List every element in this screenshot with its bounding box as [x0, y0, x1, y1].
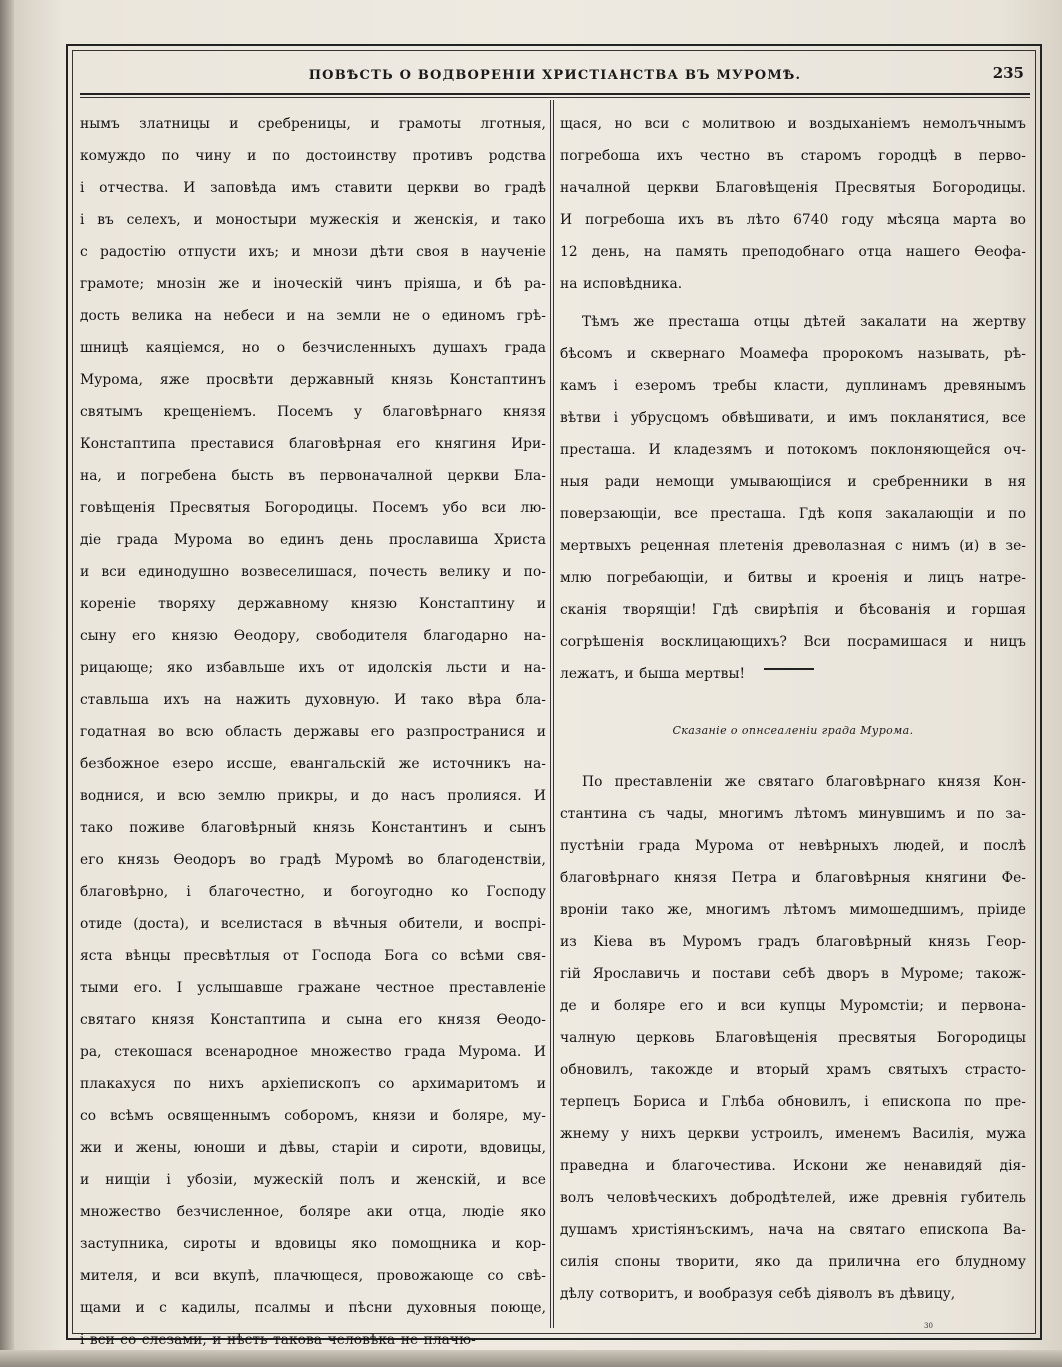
text-line: плакахуся по нихъ архіепископъ со архимаритомъ и	[80, 1076, 546, 1092]
text-line: сыну его князю Ѳеодору, свободителя благодарно на-	[80, 628, 546, 644]
text-line: комуждо по чину и по достоинству противъ родства	[80, 148, 546, 164]
column-divider-second	[553, 100, 554, 1328]
signature-mark: 30	[924, 1322, 933, 1330]
text-line: его князь Ѳеодоръ во градѣ Муромѣ во благоденствіи,	[80, 852, 546, 868]
text-line: терпецъ Бориса и Глѣба обновилъ, і епископа по пре-	[560, 1094, 1026, 1110]
text-line: душамъ христіянъскимъ, нача на святаго епископа Ва-	[560, 1222, 1026, 1238]
text-line: началной церкви Благовѣщенія Пресвятыя Богородицы.	[560, 180, 1026, 196]
text-line: обновилъ, такожде и вторый храмъ святыхъ страсто-	[560, 1062, 1026, 1078]
text-line: на исповѣдника.	[560, 276, 683, 292]
text-line: множество безчисленное, боляре аки отца, людіе яко	[80, 1204, 546, 1220]
text-line: 12 день, на память преподобнаго отца нашего Ѳеофа-	[560, 244, 1026, 260]
text-line: благовѣрно, і благочестно, и богоугодно ко Господу	[80, 884, 546, 900]
text-line: стантина съ чады, многимъ лѣтомъ минувшимъ и по за-	[560, 806, 1026, 822]
text-line: дость велика на небеси и на земли не о единомъ грѣ-	[80, 308, 546, 324]
running-header	[80, 60, 1030, 90]
text-line: мителя, и вси вкупѣ, плачющеся, провожающе со свѣ-	[80, 1268, 546, 1284]
text-line: лежатъ, и быша мертвы!	[560, 666, 746, 682]
text-line: де и боляре его и вси купцы Муромстіи; и первона-	[560, 998, 1026, 1014]
text-line: чалную церковь Благовѣщенія пресвятыя Богородицы	[560, 1030, 1026, 1046]
text-line: і въ селехъ, и моностыри мужескія и женскія, и тако	[80, 212, 546, 228]
text-line: тако поживе благовѣрный князь Константинъ и сынъ	[80, 820, 546, 836]
header-rule	[80, 93, 1030, 95]
text-line: щася, но вси с молитвою и воздыханіемъ немолъчнымъ	[560, 116, 1026, 132]
text-line: из Кіева въ Муромъ градъ благовѣрный князь Геор-	[560, 934, 1026, 950]
page-number: 235	[992, 64, 1024, 82]
text-line: безбожное езеро иссше, евангальскій же источникъ на-	[80, 756, 546, 772]
text-line: погребоша ихъ честно въ старомъ городцѣ в перво-	[560, 148, 1026, 164]
text-line: отиде (доста), и вселистася в вѣчныя обители, и воспрі-	[80, 916, 546, 932]
text-line: со всѣмъ освященнымъ соборомъ, князи и боляре, му-	[80, 1108, 546, 1124]
text-line: щами и с кадилы, псалмы и пѣсни духовныя поюще,	[80, 1300, 546, 1316]
text-line: и нищіи і убозіи, мужескій полъ и женскій, и все	[80, 1172, 546, 1188]
text-line: силія споны творити, яко да прилична его блудному	[560, 1254, 1026, 1270]
header-rule-thin	[80, 97, 1030, 98]
column-divider	[550, 100, 551, 1328]
text-line: яста вѣнцы пресвѣтлыя от Господа Бога со всѣми свя-	[80, 948, 546, 964]
right-paragraph-1	[560, 108, 1026, 300]
text-line: благовѣрнаго князя Петра и благовѣрныя княгини Фе-	[560, 870, 1026, 886]
text-line: говѣщенія Пресвятыя Богородицы. Посемъ убо вси лю-	[80, 500, 546, 516]
text-line: вѣтви і убрусцомъ обвѣшивати, и имъ покланятися, все	[560, 410, 1026, 426]
text-line: мертвыхъ реценная плетенія древолазная с нимъ (и) в зе-	[560, 538, 1026, 554]
text-line: сканія творящіи! Гдѣ свирѣпія и бѣсованія и горшая	[560, 602, 1026, 618]
section-separator	[764, 668, 814, 670]
text-line: діе града Мурома во единъ день прославиша Христа	[80, 532, 546, 548]
text-line: согрѣшенія восклицающихъ? Вси посрамишася и ницъ	[560, 634, 1026, 650]
text-line: і вси со слезами, и нѣсть такова человѣка не плачю-	[80, 1332, 476, 1348]
text-line: млю погребающіи, и битвы и кроенія и лицъ натре-	[560, 570, 1026, 586]
text-line: Тѣмъ же престаша отцы дѣтей закалати на жертву	[582, 314, 1026, 330]
text-line: волъ человѣческихъ добродѣтелей, иже древнія губитель	[560, 1190, 1026, 1206]
text-line: Констаптипа преставися благовѣрная его княгиня Ири-	[80, 436, 546, 452]
text-line: с радостію отпусти ихъ; и мнози дѣти своя в наученіе	[80, 244, 546, 260]
text-line: годатная во всю область державы его разпространися и	[80, 724, 546, 740]
text-line: нымъ златницы и сребреницы, и грамоты лготныя,	[80, 116, 546, 132]
text-line: кореніе творяху державному князю Констаптину и	[80, 596, 546, 612]
text-line: святымъ крещеніемъ. Посемъ у благовѣрнаго князя	[80, 404, 546, 420]
binding-shadow	[0, 0, 14, 1367]
running-title: ПОВѢСТЬ О ВОДВОРЕНІИ ХРИСТІАНСТВА ВЪ МУРОМѢ.	[308, 68, 802, 83]
text-line: і отчества. И заповѣда имъ ставити церкви во градѣ	[80, 180, 546, 196]
right-column-top	[560, 108, 1026, 690]
left-column	[80, 108, 546, 1356]
section-heading: Сказаніе о опнсеаленіи града Мурома.	[672, 724, 914, 737]
text-line: поверзающіи, все престаша. Гдѣ копя закалающіи и по	[560, 506, 1026, 522]
text-line: вроніи тако же, многимъ лѣтомъ мимошедшимъ, пріиде	[560, 902, 1026, 918]
text-line: жнему у нихъ церкви устроилъ, именемъ Василія, мужа	[560, 1126, 1026, 1142]
text-line: рицающе; яко избавльше ихъ от идолскія льсти и на-	[80, 660, 546, 676]
text-line: и вси единодушно возвеселишася, почесть велику и по-	[80, 564, 546, 580]
text-line: престаша. И кладезямъ и потокомъ поклоняющейся оч-	[560, 442, 1026, 458]
text-line: бѣсомъ и сквернаго Моамефа пророкомъ называть, рѣ-	[560, 346, 1026, 362]
text-line: И погребоша ихъ въ лѣто 6740 году мѣсяца марта во	[560, 212, 1026, 228]
text-line: шницѣ каяціемся, но о безчисленныхъ душахъ града	[80, 340, 546, 356]
text-line: праведна и благочестива. Искони же ненавидяй дія-	[560, 1158, 1026, 1174]
text-line: заступника, сироты и вдовицы яко помощника и кор-	[80, 1236, 546, 1252]
right-paragraph-3	[560, 766, 1026, 1310]
text-line: тыми его. І услышавше гражане честное преставленіе	[80, 980, 546, 996]
right-paragraph-2	[560, 306, 1026, 690]
text-line: святаго князя Констаптипа и сына его князя Ѳеодо-	[80, 1012, 546, 1028]
text-line: гій Ярославичь и постави себѣ дворъ в Муроме; також-	[560, 966, 1026, 982]
right-column-bottom	[560, 766, 1026, 1310]
text-line: пустѣніи града Мурома от невѣрныхъ людей, и послѣ	[560, 838, 1026, 854]
text-line: ра, стекошася всенародное множество града Мурома. И	[80, 1044, 546, 1060]
text-line: камъ і езеромъ требы класти, дуплинамъ древянымъ	[560, 378, 1026, 394]
text-line: Мурома, яже просвѣти державный князь Констаптинъ	[80, 372, 546, 388]
text-line: на, и погребена бысть въ первоначалной церкви Бла-	[80, 468, 546, 484]
text-line: ныя ради немощи умывающіися и сребренники в ня	[560, 474, 1026, 490]
text-line: ставльша ихъ на нажить духовную. И тако вѣра бла-	[80, 692, 546, 708]
text-line: воднися, и всю землю прикры, и до насъ пролияся. И	[80, 788, 546, 804]
text-line: жи и жены, юноши и дѣвы, старіи и сироти, вдовицы,	[80, 1140, 546, 1156]
text-line: дѣлу сотворитъ, и вообразуя себѣ діяволъ въ дѣвицу,	[560, 1286, 956, 1302]
text-line: По преставленіи же святаго благовѣрнаго князя Кон-	[582, 774, 1026, 790]
text-line: грамоте; мнозін же и іноческій чинъ пріяша, и бѣ ра-	[80, 276, 546, 292]
